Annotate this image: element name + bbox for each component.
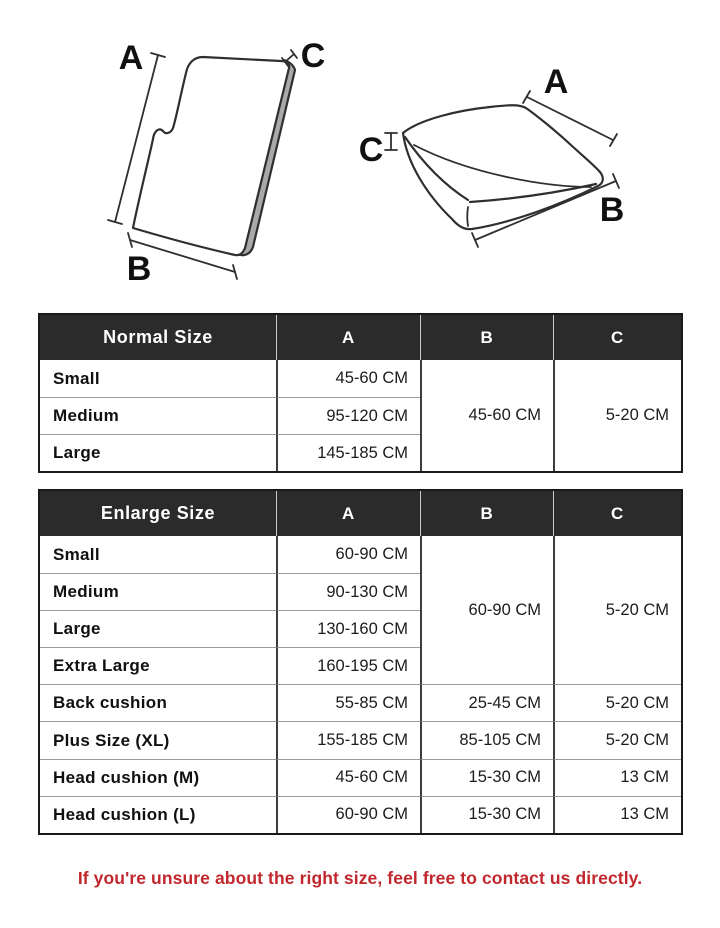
table-row-head-cushion-l xyxy=(40,796,681,833)
value-a: 45-60 CM xyxy=(276,360,420,397)
value-b: 85-105 CM xyxy=(420,721,553,758)
size-label: Back cushion xyxy=(40,684,276,721)
back-cushion-diagram xyxy=(108,37,325,288)
enlarge-size-title: Enlarge Size xyxy=(40,491,276,536)
value-a: 60-90 CM xyxy=(276,796,420,833)
back-cushion-label-a: A xyxy=(118,39,144,77)
size-label: Medium xyxy=(40,397,276,434)
back-cushion-front-face xyxy=(133,57,289,255)
column-header-b: B xyxy=(420,315,553,360)
column-header-b: B xyxy=(420,491,553,536)
seat-cushion-corner-crease xyxy=(467,207,468,226)
value-b: 25-45 CM xyxy=(420,684,553,721)
value-c-merged: 5-20 CM xyxy=(553,536,681,684)
seat-cushion-outline xyxy=(403,105,603,229)
seat-cushion-label-b: B xyxy=(599,191,625,229)
value-a: 145-185 CM xyxy=(276,434,420,471)
table-row-plus-size-xl xyxy=(40,721,681,758)
value-a: 90-130 CM xyxy=(276,573,420,610)
table-row-head-cushion-m xyxy=(40,759,681,796)
value-c: 13 CM xyxy=(553,796,681,833)
cushion-diagrams xyxy=(0,0,720,300)
value-c-merged: 5-20 CM xyxy=(553,360,681,471)
size-label: Small xyxy=(40,536,276,573)
value-a: 45-60 CM xyxy=(276,759,420,796)
value-a: 160-195 CM xyxy=(276,647,420,684)
value-a: 130-160 CM xyxy=(276,610,420,647)
normal-size-header-row xyxy=(40,315,681,360)
table-row-small xyxy=(40,360,681,397)
back-cushion-label-c: C xyxy=(300,37,326,75)
value-b-merged: 60-90 CM xyxy=(420,536,553,684)
seat-cushion-label-c: C xyxy=(358,131,384,169)
size-label: Large xyxy=(40,434,276,471)
seat-cushion-label-a: A xyxy=(543,63,569,101)
normal-size-title: Normal Size xyxy=(40,315,276,360)
table-row-small xyxy=(40,536,681,573)
footer-note: If you're unsure about the right size, feel free to contact us directly. xyxy=(77,868,643,888)
value-c: 5-20 CM xyxy=(553,721,681,758)
enlarge-size-table xyxy=(38,489,683,835)
back-cushion-label-b: B xyxy=(126,250,152,288)
value-a: 155-185 CM xyxy=(276,721,420,758)
seat-cushion-diagram xyxy=(359,63,625,247)
enlarge-size-header-row xyxy=(40,491,681,536)
value-c: 5-20 CM xyxy=(553,684,681,721)
size-label: Head cushion (L) xyxy=(40,796,276,833)
normal-size-table xyxy=(38,313,683,473)
column-header-a: A xyxy=(276,491,420,536)
value-b-merged: 45-60 CM xyxy=(420,360,553,471)
value-b: 15-30 CM xyxy=(420,759,553,796)
value-a: 55-85 CM xyxy=(276,684,420,721)
column-header-c: C xyxy=(553,491,681,536)
column-header-c: C xyxy=(553,315,681,360)
size-label: Extra Large xyxy=(40,647,276,684)
value-a: 60-90 CM xyxy=(276,536,420,573)
measure-line-c xyxy=(385,133,397,150)
size-label: Medium xyxy=(40,573,276,610)
column-header-a: A xyxy=(276,315,420,360)
size-label: Plus Size (XL) xyxy=(40,721,276,758)
size-label: Head cushion (M) xyxy=(40,759,276,796)
value-c: 13 CM xyxy=(553,759,681,796)
size-label: Large xyxy=(40,610,276,647)
value-b: 15-30 CM xyxy=(420,796,553,833)
table-row-back-cushion xyxy=(40,684,681,721)
size-label: Small xyxy=(40,360,276,397)
value-a: 95-120 CM xyxy=(276,397,420,434)
